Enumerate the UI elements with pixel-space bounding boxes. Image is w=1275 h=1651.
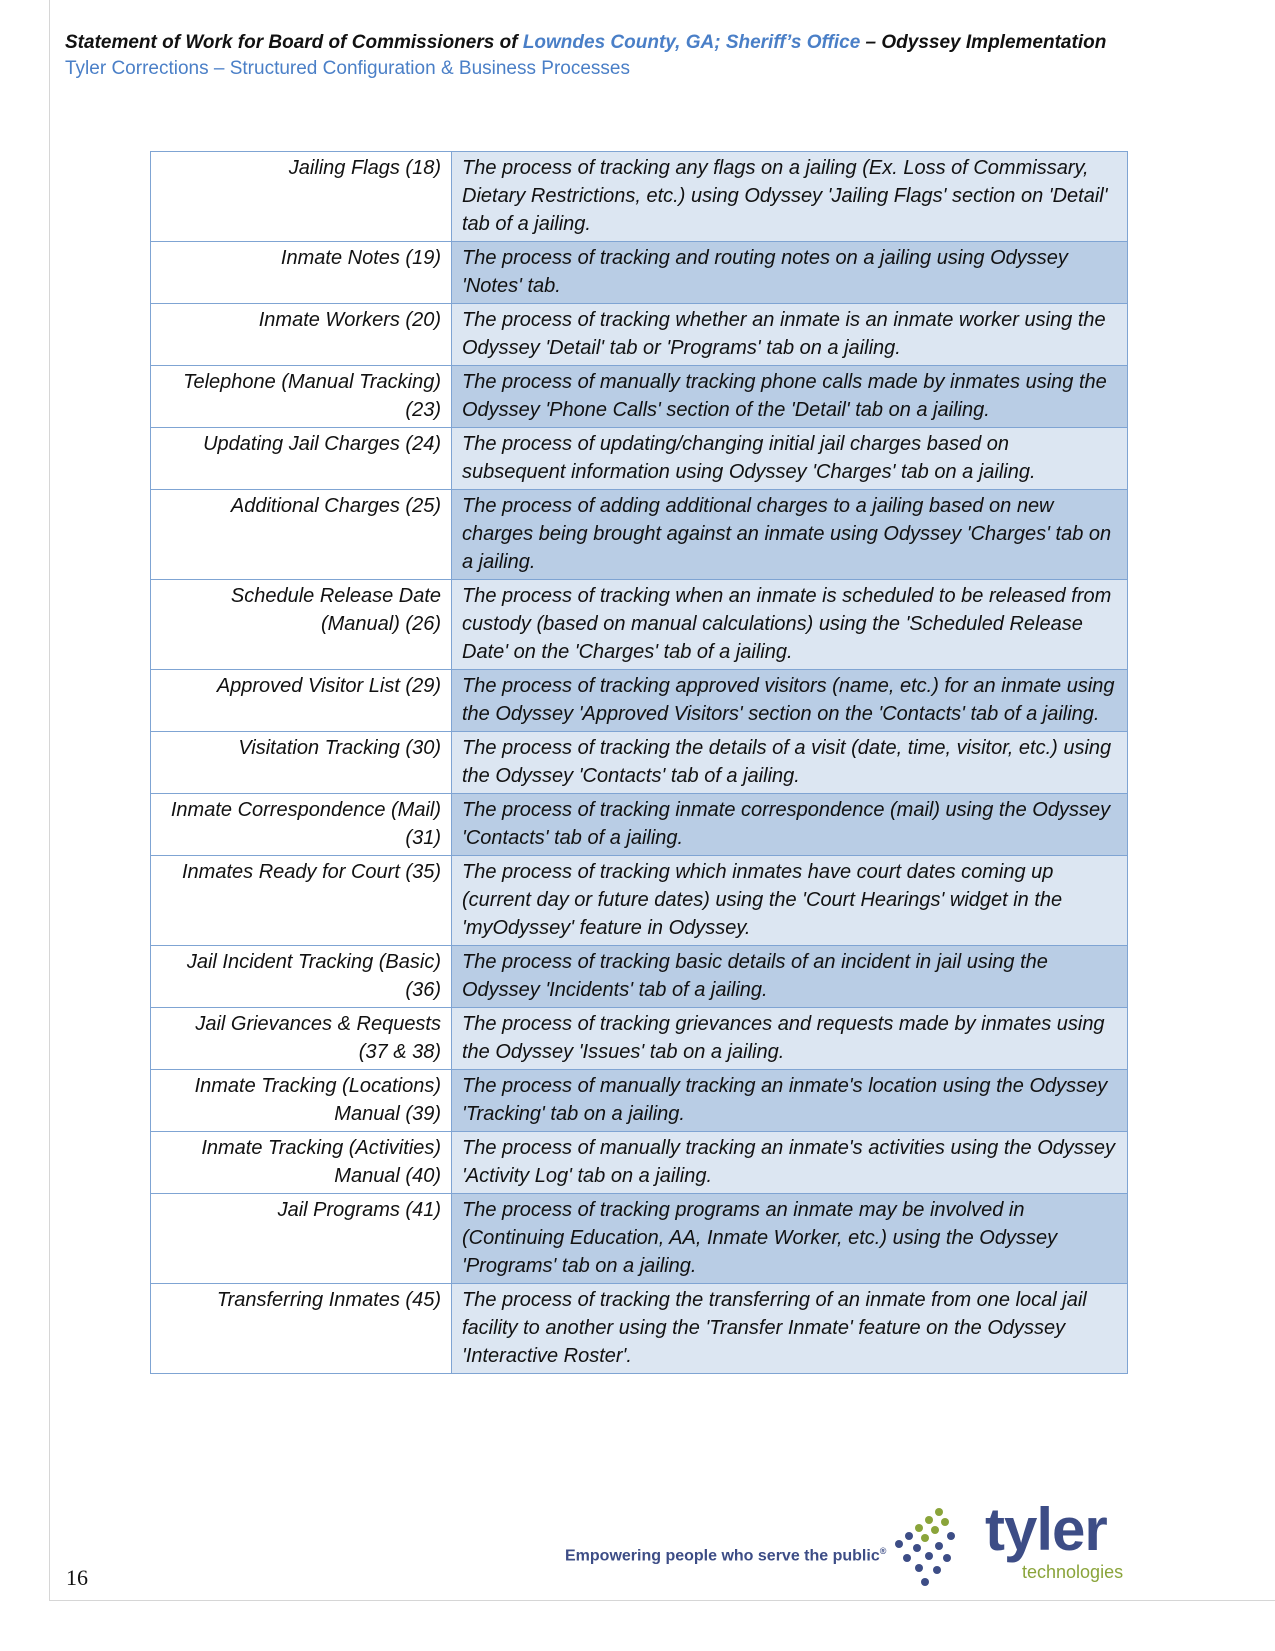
table-row	[151, 428, 1128, 490]
table-row	[151, 304, 1128, 366]
process-description-cell: The process of tracking the details of a visit (date, time, visitor, etc.) using the Odyssey 'Contacts' tab of a jailing.	[452, 732, 1128, 794]
title-prefix: Statement of Work for Board of Commissioners of	[65, 32, 523, 53]
table-row	[151, 1008, 1128, 1070]
process-name-cell: Jailing Flags (18)	[151, 152, 452, 242]
process-name-cell: Inmate Notes (19)	[151, 242, 452, 304]
process-description-cell: The process of tracking whether an inmate is an inmate worker using the Odyssey 'Detail' tab or 'Programs' tab on a jailing.	[452, 304, 1128, 366]
process-description-cell: The process of manually tracking an inmate's location using the Odyssey 'Tracking' tab on a jailing.	[452, 1070, 1128, 1132]
process-description-cell: The process of updating/changing initial jail charges based on subsequent information using Odyssey 'Charges' tab on a jailing.	[452, 428, 1128, 490]
process-name-cell: Inmate Correspondence (Mail) (31)	[151, 794, 452, 856]
process-description-cell: The process of tracking any flags on a jailing (Ex. Loss of Commissary, Dietary Restrictions, etc.) using Odyssey 'Jailing Flags' section on 'Detail' tab of a jailing.	[452, 152, 1128, 242]
table-row	[151, 946, 1128, 1008]
process-name-cell: Additional Charges (25)	[151, 490, 452, 580]
tagline-text: Empowering people who serve the public	[565, 1547, 880, 1565]
table-row	[151, 1132, 1128, 1194]
table-row	[151, 732, 1128, 794]
tyler-dots-logo-icon	[895, 1508, 975, 1588]
process-description-cell: The process of tracking and routing notes on a jailing using Odyssey 'Notes' tab.	[452, 242, 1128, 304]
table-row	[151, 794, 1128, 856]
page-number: 16	[66, 1565, 88, 1590]
table-row	[151, 242, 1128, 304]
process-description-cell: The process of tracking programs an inmate may be involved in (Continuing Education, AA, Inmate Worker, etc.) using the Odyssey 'Programs' tab on a jailing.	[452, 1194, 1128, 1284]
tyler-logo-sub: technologies	[1022, 1562, 1124, 1582]
tyler-logo-word: tyler	[985, 1496, 1107, 1563]
process-name-cell: Jail Grievances & Requests (37 & 38)	[151, 1008, 452, 1070]
footer-tagline	[565, 1546, 886, 1565]
process-name-cell: Jail Incident Tracking (Basic) (36)	[151, 946, 452, 1008]
title-client: Lowndes County, GA; Sheriff’s Office	[522, 32, 861, 53]
title-suffix: – Odyssey Implementation	[860, 32, 1107, 53]
process-description-cell: The process of tracking approved visitors (name, etc.) for an inmate using the Odyssey 'Approved Visitors' section on the 'Contacts' tab of a jailing.	[452, 670, 1128, 732]
table-row	[151, 490, 1128, 580]
process-description-cell: The process of tracking when an inmate is scheduled to be released from custody (based on manual calculations) using the 'Scheduled Release Date' on the 'Charges' tab of a jailing.	[452, 580, 1128, 670]
process-name-cell: Approved Visitor List (29)	[151, 670, 452, 732]
table-row	[151, 670, 1128, 732]
table-row	[151, 1194, 1128, 1284]
process-table	[150, 151, 1128, 1374]
process-name-cell: Schedule Release Date (Manual) (26)	[151, 580, 452, 670]
table-row	[151, 580, 1128, 670]
document-header	[65, 30, 1245, 82]
process-description-cell: The process of tracking the transferring of an inmate from one local jail facility to another using the 'Transfer Inmate' feature on the Odyssey 'Interactive Roster'.	[452, 1284, 1128, 1374]
registered-mark: ®	[879, 1546, 887, 1556]
page-left-rule	[49, 0, 50, 1600]
process-description-cell: The process of adding additional charges to a jailing based on new charges being brought against an inmate using Odyssey 'Charges' tab on a jailing.	[452, 490, 1128, 580]
process-name-cell: Jail Programs (41)	[151, 1194, 452, 1284]
table-row	[151, 856, 1128, 946]
process-description-cell: The process of tracking basic details of an incident in jail using the Odyssey 'Incidents' tab of a jailing.	[452, 946, 1128, 1008]
process-name-cell: Inmate Tracking (Locations) Manual (39)	[151, 1070, 452, 1132]
process-name-cell: Visitation Tracking (30)	[151, 732, 452, 794]
process-description-cell: The process of tracking inmate correspondence (mail) using the Odyssey 'Contacts' tab of a jailing.	[452, 794, 1128, 856]
process-description-cell: The process of manually tracking phone calls made by inmates using the Odyssey 'Phone Calls' section of the 'Detail' tab on a jailing.	[452, 366, 1128, 428]
table-row	[151, 152, 1128, 242]
process-name-cell: Inmate Workers (20)	[151, 304, 452, 366]
process-table-body	[151, 152, 1128, 1374]
table-row	[151, 1284, 1128, 1374]
table-row	[151, 1070, 1128, 1132]
process-name-cell: Inmate Tracking (Activities) Manual (40)	[151, 1132, 452, 1194]
page-bottom-rule	[49, 1600, 1275, 1601]
process-name-cell: Updating Jail Charges (24)	[151, 428, 452, 490]
process-name-cell: Telephone (Manual Tracking) (23)	[151, 366, 452, 428]
process-name-cell: Inmates Ready for Court (35)	[151, 856, 452, 946]
process-description-cell: The process of tracking which inmates have court dates coming up (current day or future dates) using the 'Court Hearings' widget in the 'myOdyssey' feature in Odyssey.	[452, 856, 1128, 946]
process-description-cell: The process of manually tracking an inmate's activities using the Odyssey 'Activity Log' tab on a jailing.	[452, 1132, 1128, 1194]
process-description-cell: The process of tracking grievances and requests made by inmates using the Odyssey 'Issues' tab on a jailing.	[452, 1008, 1128, 1070]
document-subtitle: Tyler Corrections – Structured Configuration & Business Processes	[65, 58, 630, 79]
table-row	[151, 366, 1128, 428]
process-name-cell: Transferring Inmates (45)	[151, 1284, 452, 1374]
document-title	[65, 30, 1245, 56]
